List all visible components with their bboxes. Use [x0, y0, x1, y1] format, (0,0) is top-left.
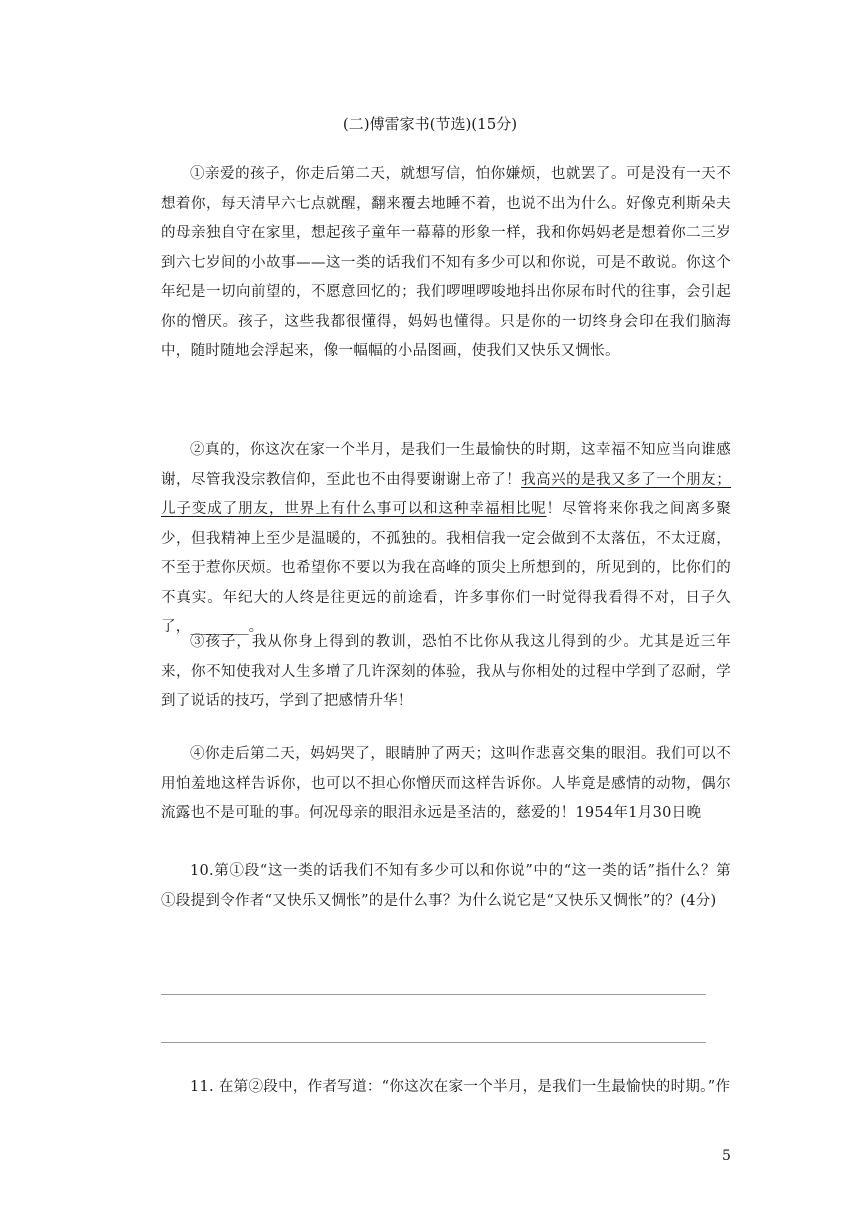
paragraph-4: ④你走后第二天，妈妈哭了，眼睛肿了两天；这叫作悲喜交集的眼泪。我们可以不用怕羞地这样告诉你，也可以不担心你憎厌而这样告诉你。人毕竟是感情的动物，偶尔流露也不是可耻的事。何况母亲的眼泪永远是圣洁的，慈爱的！1954年1月30日晚 [161, 746, 731, 821]
section-title: (二)傅雷家书(节选)(15分) [342, 115, 518, 133]
paragraph-3: ③孩子，我从你身上得到的教训，恐怕不比你从我这儿得到的少。尤其是近三年来，你不知使我对人生多增了几许深刻的体验，我从与你相处的过程中学到了忍耐，学到了说话的技巧，学到了把感情升华！ [161, 634, 731, 709]
paragraph-2-text-b: ！尽管将来你我之间离多聚少，但我精神上至少是温暖的，不孤独的。我相信我一定会做到不太落伍，不太迂腐，不至于惹你厌烦。也希望你不要以为我在高峰的顶尖上所想到的，所见到的，比你们的不真实。年纪大的人终是往更远的前途看，许多事你们一时觉得我看得不对，日子久了， [161, 501, 731, 635]
fill-in-blank: ________ [190, 619, 249, 635]
page-number: 5 [722, 1148, 731, 1164]
answer-line-1 [161, 994, 706, 995]
paragraph-2-text-a: ②真的，你这次在家一个半月，是我们一生最愉快的时期，这幸福不知应当向谁感谢，尽管我没宗教信仰，至此也不由得要谢谢上帝了！ [161, 442, 731, 488]
paragraph-1: ①亲爱的孩子，你走后第二天，就想写信，怕你嫌烦，也就罢了。可是没有一天不想着你，每天清早六七点就醒，翻来覆去地睡不着，也说不出为什么。好像克利斯朵夫的母亲独自守在家里，想起孩子童年一幕幕的形象一样，我和你妈妈老是想着你二三岁到六七岁间的小故事——这一类的话我们不知有多少可以和你说，可是不敢说。你这个年纪是一切向前望的，不愿意回忆的；我们啰哩啰唆地抖出你尿布时代的往事，会引起你的憎厌。孩子，这些我都很懂得，妈妈也懂得。只是你的一切终身会印在我们脑海中，随时随地会浮起来，像一幅幅的小品图画，使我们又快乐又惆怅。 [161, 166, 731, 359]
answer-line-2 [161, 1042, 706, 1043]
paragraph-2-end: 。 [248, 619, 264, 635]
question-11: 11. 在第②段中，作者写道：“你这次在家一个半月，是我们一生最愉快的时期。”作 [190, 1079, 731, 1095]
underlined-sentence: 我高兴的是我又多了一个朋友；儿子变成了朋友，世界上有什么事可以和这种幸福相比呢 [161, 471, 731, 517]
question-10: 10.第①段“这一类的话我们不知有多少可以和你说”中的“这一类的话”指什么？第①段提到令作者“又快乐又惆怅”的是什么事？为什么说它是“又快乐又惆怅”的？(4分) [161, 863, 731, 909]
paragraph-2 [161, 436, 731, 643]
